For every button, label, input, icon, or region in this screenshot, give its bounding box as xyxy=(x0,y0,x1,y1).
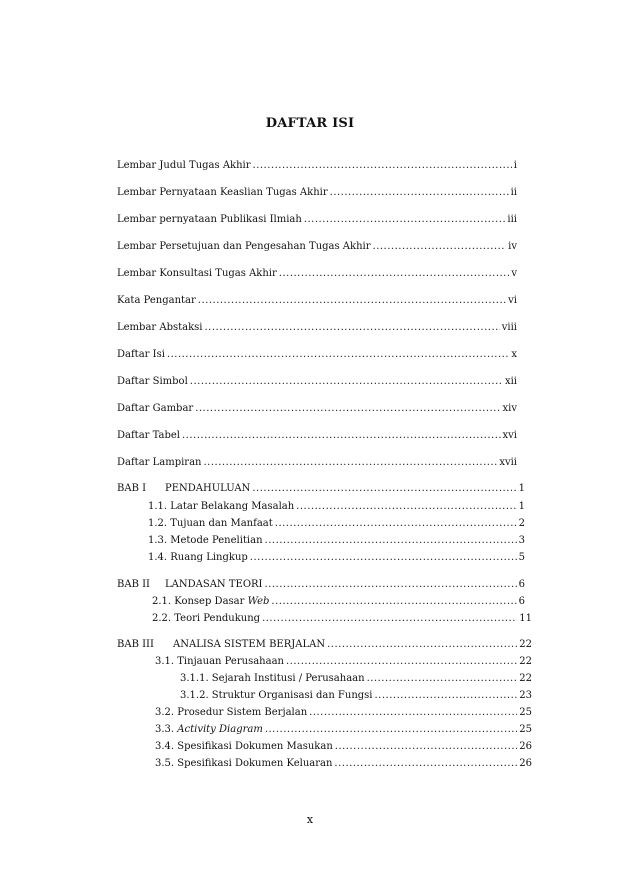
toc-section: 1.3. Metode Penelitian ..... 3 xyxy=(148,534,525,548)
dot-leader xyxy=(373,240,507,254)
toc-section: 1.2. Tujuan dan Manfaat ..... 2 xyxy=(148,517,525,531)
toc-page-number: ii xyxy=(510,187,517,198)
dot-leader xyxy=(252,482,516,496)
toc-entry: Lembar Abstaksi ..... viii xyxy=(117,321,517,335)
toc-page-number: 25 xyxy=(519,724,532,735)
page-title: DAFTAR ISI xyxy=(265,116,355,131)
toc-section: 3.5. Spesifikasi Dokumen Keluaran ..... 26 xyxy=(155,757,532,771)
chapter-number: BAB II xyxy=(117,579,150,590)
toc-page-number: 6 xyxy=(518,596,525,607)
toc-section: 3.2. Prosedur Sistem Berjalan ..... 25 xyxy=(155,706,532,720)
toc-entry: Lembar Persetujuan dan Pengesahan Tugas Akhir ..... iv xyxy=(117,240,517,254)
dot-leader xyxy=(195,402,500,416)
dot-leader xyxy=(271,595,516,609)
toc-entry: Lembar Pernyataan Keaslian Tugas Akhir ..... ii xyxy=(117,186,517,200)
dot-leader xyxy=(296,500,516,514)
toc-page-number: 23 xyxy=(519,690,532,701)
dot-leader xyxy=(335,740,518,754)
dot-leader xyxy=(375,689,518,703)
chapter-number: BAB I xyxy=(117,483,147,494)
dot-leader xyxy=(198,294,506,308)
chapter-title: PENDAHULUAN xyxy=(165,483,251,494)
toc-section: 1.4. Ruang Lingkup ..... 5 xyxy=(148,551,525,565)
dot-leader xyxy=(262,612,517,626)
dot-leader xyxy=(304,213,506,227)
dot-leader xyxy=(286,655,517,669)
toc-page-number: viii xyxy=(501,322,517,333)
toc-page-number: 5 xyxy=(518,552,525,563)
toc-page-number: vi xyxy=(508,295,517,306)
toc-entry: Lembar Judul Tugas Akhir ..... i xyxy=(117,159,517,173)
toc-chapter xyxy=(117,638,532,652)
toc-entry: Daftar Isi ..... x xyxy=(117,348,517,362)
toc-entry: Daftar Lampiran ..... xvii xyxy=(117,456,517,470)
toc-page-number: 3 xyxy=(518,535,525,546)
dot-leader xyxy=(265,723,517,737)
toc-subsection: 3.1.2. Struktur Organisasi dan Fungsi ..... 23 xyxy=(180,689,532,703)
toc-page-number: 11 xyxy=(519,613,532,624)
dot-leader xyxy=(182,429,501,443)
toc-page-number: 22 xyxy=(519,639,532,650)
dot-leader xyxy=(265,578,517,592)
toc-section: 2.2. Teori Pendukung ..... 11 xyxy=(152,612,532,626)
toc-page-number: xii xyxy=(504,376,517,387)
toc-page-number: 26 xyxy=(519,741,532,752)
toc-page-number: 6 xyxy=(518,579,525,590)
dot-leader xyxy=(330,186,509,200)
toc-page-number: iii xyxy=(507,214,517,225)
toc-section: 1.1. Latar Belakang Masalah ..... 1 xyxy=(148,500,525,514)
toc-entry: Lembar pernyataan Publikasi Ilmiah ..... iii xyxy=(117,213,517,227)
dot-leader xyxy=(334,757,517,771)
toc-section: 3.4. Spesifikasi Dokumen Masukan ..... 26 xyxy=(155,740,532,754)
toc-entry: Kata Pengantar ..... vi xyxy=(117,294,517,308)
toc-chapter xyxy=(117,578,525,592)
toc-page-number: 2 xyxy=(518,518,525,529)
dot-leader xyxy=(204,456,498,470)
dot-leader xyxy=(190,375,503,389)
toc-page-number: x xyxy=(511,349,517,360)
dot-leader xyxy=(250,551,517,565)
dot-leader xyxy=(309,706,517,720)
toc-subsection: 3.1.1. Sejarah Institusi / Perusahaan ..... 22 xyxy=(180,672,532,686)
dot-leader xyxy=(367,672,518,686)
toc-page-number: 1 xyxy=(518,483,525,494)
toc-section: 3.3. Activity Diagram ..... 25 xyxy=(155,723,532,737)
toc-section: 2.1. Konsep Dasar Web ..... 6 xyxy=(152,595,525,609)
chapter-title: LANDASAN TEORI xyxy=(165,579,263,590)
toc-page-number: 26 xyxy=(519,758,532,769)
toc-entry: Lembar Konsultasi Tugas Akhir ..... v xyxy=(117,267,517,281)
chapter-number: BAB III xyxy=(117,639,154,650)
dot-leader xyxy=(205,321,500,335)
toc-entry: Daftar Gambar ..... xiv xyxy=(117,402,517,416)
toc-page-number: i xyxy=(513,160,517,171)
toc-page-number: 1 xyxy=(518,501,525,512)
dot-leader xyxy=(327,638,517,652)
toc-page-number: 25 xyxy=(519,707,532,718)
toc-entry: Daftar Simbol ..... xii xyxy=(117,375,517,389)
toc-page-number: v xyxy=(511,268,517,279)
toc-page-number: 22 xyxy=(519,673,532,684)
dot-leader xyxy=(275,517,517,531)
toc-page-number: 22 xyxy=(519,656,532,667)
page-number-footer: x xyxy=(306,813,314,826)
toc-page-number: iv xyxy=(508,241,517,252)
dot-leader xyxy=(279,267,510,281)
toc-section: 3.1. Tinjauan Perusahaan ..... 22 xyxy=(155,655,532,669)
toc-entry: Daftar Tabel ..... xvi xyxy=(117,429,517,443)
dot-leader xyxy=(265,534,517,548)
dot-leader xyxy=(167,348,509,362)
chapter-title: ANALISA SISTEM BERJALAN xyxy=(173,639,326,650)
dot-leader xyxy=(253,159,512,173)
toc-chapter xyxy=(117,482,525,496)
toc-page-number: xiv xyxy=(502,403,517,414)
toc-page-number: xvi xyxy=(502,430,517,441)
toc-page-number: xvii xyxy=(499,457,517,468)
